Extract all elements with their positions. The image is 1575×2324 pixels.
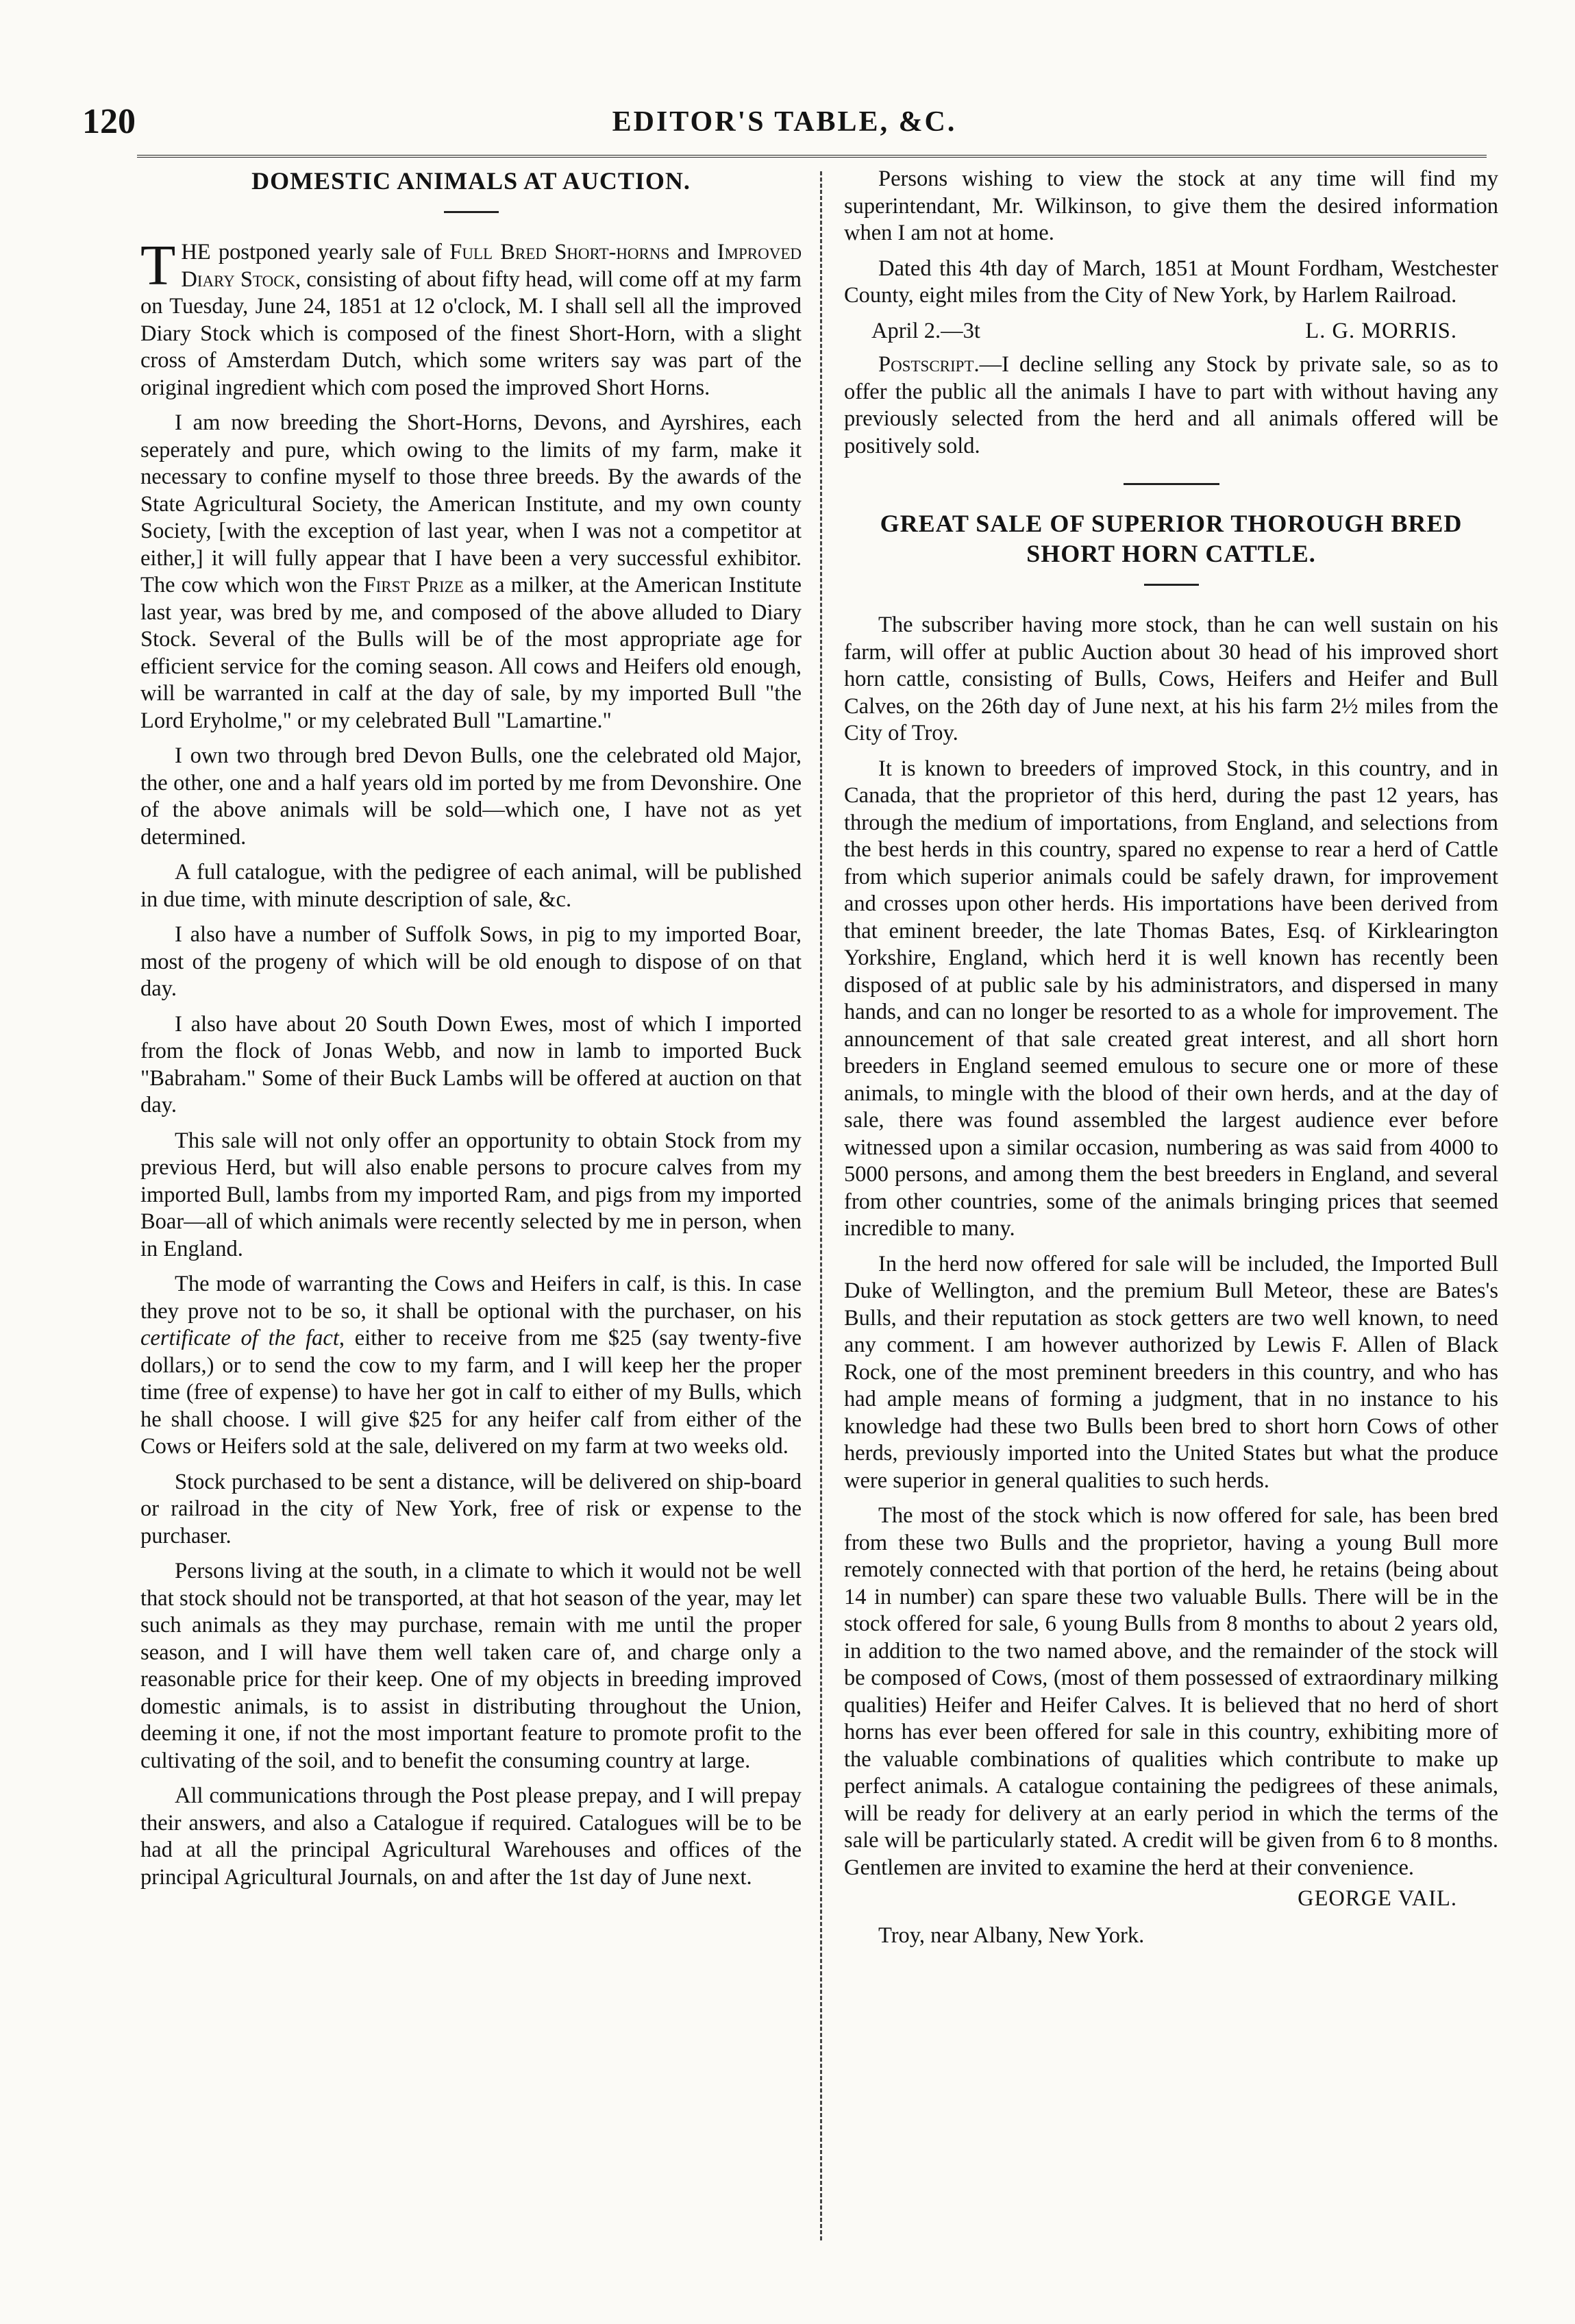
signature-row: [844, 318, 1498, 345]
article-title-domestic-animals: DOMESTIC ANIMALS AT AUCTION.: [251, 167, 691, 195]
paragraph: A full catalogue, with the pedigree of each animal, will be published in due time, with minute description of sale, &c.: [140, 860, 802, 912]
paragraph: Persons living at the south, in a climate to which it would not be well that stock should not be transported, at that hot season of the year, may let such animals as they may purchase, remain with me until the proper season, and I will have them well taken care of, and charge only a reasonable price for their keep. One of my objects in breeding improved domestic animals, is to assist in distributing throughout the Union, deeming it one, if not the most important feature to promote profit to the cultivating of the soil, and to benefit the consuming country at large.: [140, 1559, 802, 1773]
place-line: Troy, near Albany, New York.: [878, 1923, 1145, 1948]
drop-cap: T: [140, 234, 176, 297]
page-header: [82, 101, 1487, 149]
title-rule: [444, 211, 499, 213]
title-rule: [1144, 584, 1199, 586]
signer-morris: L. G. MORRIS.: [1305, 318, 1457, 343]
paragraph: The most of the stock which is now offered for sale, has been bred from these two Bulls and the proprietor, having a young Bull more remotely connected with that portion of the herd, he retains (being about 14 in number) can spare these two valuable Bulls. There will be in the stock offered for sale, 6 young Bulls from 8 months to about 2 years old, in addition to the two named above, and the remainder of the stock will be composed of Cows, (most of them possessed of extraordinary milking qualities) Heifer and Heifer Calves. It is believed that no herd of short horns has ever been offered for sale in this country, exhibiting more of the valuable combinations of qualities which contribute to make up perfect animals. A catalogue containing the pedigrees of these animals, will be ready for delivery at an early period in which the terms of the sale will be particularly stated. A credit will be given from 6 to 8 months. Gentlemen are invited to examine the herd at their convenience.: [844, 1503, 1498, 1880]
section-rule: [1124, 483, 1219, 485]
paragraph: I also have a number of Suffolk Sows, in pig to my imported Boar, most of the progeny of which will be old enough to dispose of on that day.: [140, 922, 802, 1001]
header-rule: [137, 155, 1487, 158]
paragraph: In the herd now offered for sale will be included, the Imported Bull Duke of Wellington, and the premium Bull Meteor, these are Bates's Bulls, and their reputation as stock getters are two well known, to need any comment. I am however authorized by Lewis F. Allen of Black Rock, one of the most preminent breeders in this country, and who has had ample means of forming a judgment, that in no instance to his knowledge had these two Bulls been bred to short horn Cows of other herds, previously imported into the United States but what the produce were superior in general qualities to such herds.: [844, 1251, 1498, 1493]
paragraph: All communications through the Post please prepay, and I will prepay their answers, and also a Catalogue if required. Catalogues will be to be had at all the principal Agricultural Warehouses and offices of the principal Agricultural Journals, on and after the 1st day of June next.: [140, 1783, 802, 1890]
article-title-great-sale: GREAT SALE OF SUPERIOR THOROUGH BRED SHORT HORN CATTLE.: [880, 510, 1463, 567]
paragraph: I own two through bred Devon Bulls, one the celebrated old Major, the other, one and a half years old im ported by me from Devonshire. One of the above animals will be sold—which one, I have not as yet determined.: [140, 743, 802, 850]
paragraph: The mode of warranting the Cows and Heifers in calf, is this. In case they prove not to be so, it shall be optional with the purchaser, on his certificate of the fact, either to receive from me $25 (say twenty-five dollars,) or to send the cow to my farm, and I will keep her the proper time (free of expense) to have her got in calf to either of my Bulls, which he shall choose. I will give $25 for any heifer calf from either of the Cows or Heifers sold at the sale, delivered on my farm at two weeks old.: [140, 1272, 802, 1459]
paragraph: THE postponed yearly sale of Full Bred Short-horns and Improved Diary Stock, consisting of about fifty head, will come off at my farm on Tuesday, June 24, 1851 at 12 o'clock, M. I shall sell all the improved Diary Stock which is composed of the finest Short-Horn, with a slight cross of Amsterdam Dutch, which some writers say was part of the original ingredient which com posed the improved Short Horns.: [140, 234, 802, 400]
signer-vail: GEORGE VAIL.: [1298, 1886, 1457, 1911]
paragraph: Persons wishing to view the stock at any time will find my superintendant, Mr. Wilkinson, to give them the desired information when I am not at home.: [844, 166, 1498, 245]
right-column: [844, 166, 1498, 1957]
postscript: Postscript.—I decline selling any Stock by private sale, so as to offer the public all the animals I have to part with without having any previously selected from the herd and all animals offered will be positively sold.: [844, 352, 1498, 458]
left-column: [140, 166, 802, 1899]
paragraph: I also have about 20 South Down Ewes, most of which I imported from the flock of Jonas Webb, and now in lamb to imported Buck "Babraham." Some of their Buck Lambs will be offered at auction on that day.: [140, 1011, 802, 1117]
page-number: 120: [82, 102, 136, 141]
paragraph: Stock purchased to be sent a distance, will be delivered on ship-board or railroad in the city of New York, free of risk or expense to the purchaser.: [140, 1469, 802, 1548]
column-divider: [820, 171, 822, 2240]
paragraph: The subscriber having more stock, than he can well sustain on his farm, will offer at public Auction about 30 head of his improved short horn cattle, consisting of Bulls, Cows, Heifers and Heifer and Bull Calves, on the 26th day of June next, at his his farm 2½ miles from the City of Troy.: [844, 613, 1498, 745]
running-head: EDITOR'S TABLE, &C.: [612, 106, 957, 138]
paragraph: Dated this 4th day of March, 1851 at Mount Fordham, Westchester County, eight miles from the City of New York, by Harlem Railroad.: [844, 256, 1498, 308]
paragraph: It is known to breeders of improved Stock, in this country, and in Canada, that the proprietor of this herd, during the past 12 years, has through the medium of importations, from England, and selections from the best herds in this country, spared no expense to rear a herd of Cattle from which superior animals could be safely drawn, for improvement and crosses upon other herds. His importations have been derived from that eminent breeder, the late Thomas Bates, Esq. of Kirklearington Yorkshire, England, which herd it is well known has recently been disposed of at public sale by his administrators, and dispersed in many hands, and can no longer be resorted to as a whole for improvement. The announcement of that sale created great interest, and all short horn breeders in England seemed emulous to secure one or more of these animals, to mingle with the blood of their own herds, and at the day of sale, there was found assembled the largest audience ever before witnessed upon a similar occasion, numbering as was said from 4000 to 5000 persons, and among them the best breeders in England, and several from other countries, some of the animals bringing prices that seemed incredible to many.: [844, 756, 1498, 1241]
paragraph: This sale will not only offer an opportunity to obtain Stock from my previous Herd, but will also enable persons to procure calves from my imported Bull, lambs from my imported Ram, and pigs from my imported Boar—all of which animals were recently selected by me in person, when in England.: [140, 1128, 802, 1261]
paragraph: I am now breeding the Short-Horns, Devons, and Ayrshires, each seperately and pure, which owing to the limits of my farm, make it necessary to confine myself to those three breeds. By the awards of the State Agricultural Society, the American Institute, and my own county Society, [with the exception of last year, when I was not a competitor at either,] it will fully appear that I have been a very successful exhibitor. The cow which won the First Prize as a milker, at the American Institute last year, was bred by me, and composed of the above alluded to Diary Stock. Several of the Bulls will be of the most appropriate age for efficient service for the coming season. All cows and Heifers old enough, will be warranted in calf at the day of sale, by my imported Bull "the Lord Eryholme," or my celebrated Bull "Lamartine.": [140, 410, 802, 733]
insertion-date: April 2.—3t: [871, 318, 980, 343]
